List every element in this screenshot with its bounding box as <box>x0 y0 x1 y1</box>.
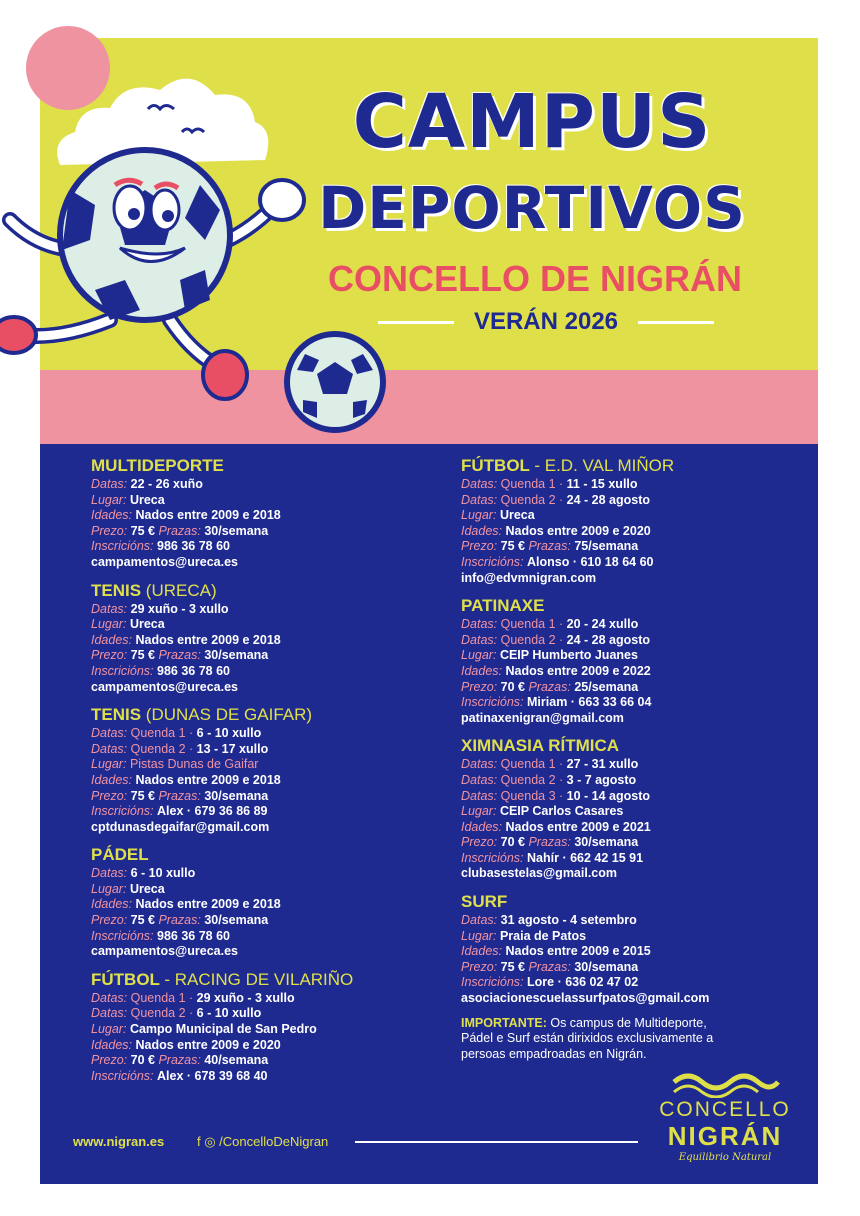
detail-row <box>461 695 791 711</box>
camp-section <box>461 595 791 726</box>
detail-row <box>91 1053 421 1069</box>
detail-row <box>91 648 421 664</box>
detail-label: Datas: <box>91 741 128 756</box>
detail-label: Lugar: <box>91 881 127 896</box>
camp-name: PATINAXE <box>461 596 545 616</box>
detail-label: Inscricións: <box>91 539 154 554</box>
detail-value: Miriam · 663 33 66 04 <box>527 695 652 710</box>
detail-value: Nados entre 2009 e 2018 <box>135 632 281 647</box>
detail-row <box>91 742 421 758</box>
website-link[interactable]: www.nigran.es <box>73 1134 165 1149</box>
shift-label: Quenda 2 · <box>500 632 564 647</box>
detail-row <box>91 773 421 789</box>
detail-row <box>91 1038 421 1054</box>
detail-value: Lore · 636 02 47 02 <box>527 975 639 990</box>
detail-value: Nahír · 662 42 15 91 <box>527 850 644 865</box>
detail-row <box>461 524 791 540</box>
detail-value: Nados entre 2009 e 2022 <box>505 663 651 678</box>
detail-value: 75/semana <box>574 539 639 554</box>
detail-value: 75 € <box>500 539 525 554</box>
year-banner <box>378 308 714 338</box>
detail-row <box>461 913 791 929</box>
detail-label: Idades: <box>91 632 133 647</box>
detail-label: Datas: <box>91 601 128 616</box>
detail-row <box>461 929 791 945</box>
divider <box>638 321 714 324</box>
detail-value: 10 - 14 agosto <box>566 788 651 803</box>
detail-row <box>91 882 421 898</box>
detail-value: 25/semana <box>574 679 639 694</box>
detail-label: Prazas: <box>158 523 201 538</box>
detail-value: Nados entre 2009 e 2020 <box>505 523 651 538</box>
camp-title <box>461 455 791 477</box>
note-label: IMPORTANTE: <box>461 1015 547 1030</box>
detail-row <box>91 726 421 742</box>
detail-row <box>91 1006 421 1022</box>
detail-label: Datas: <box>461 788 498 803</box>
detail-label: Lugar: <box>461 804 497 819</box>
detail-row <box>91 1069 421 1085</box>
detail-label: Prezo: <box>91 648 128 663</box>
detail-value: CEIP Carlos Casares <box>499 804 624 819</box>
detail-value: 75 € <box>500 959 525 974</box>
detail-value: Nados entre 2009 e 2018 <box>135 897 281 912</box>
detail-label: Prezo: <box>91 523 128 538</box>
detail-value: 3 - 7 agosto <box>566 772 637 787</box>
bird-icon <box>146 100 176 114</box>
detail-row <box>461 477 791 493</box>
shift-label: Quenda 2 · <box>500 492 564 507</box>
detail-label: Prezo: <box>461 835 498 850</box>
detail-row <box>91 664 421 680</box>
detail-label: Datas: <box>461 772 498 787</box>
camp-name: TENIS <box>91 705 142 725</box>
detail-label: Prazas: <box>528 835 571 850</box>
detail-label: Datas: <box>461 757 498 772</box>
detail-label: Prezo: <box>91 913 128 928</box>
concello-logo <box>650 1062 800 1172</box>
camp-title <box>461 891 791 913</box>
detail-label: Lugar: <box>461 648 497 663</box>
contact-email[interactable]: clubasestelas@gmail.com <box>461 866 618 881</box>
detail-row <box>91 897 421 913</box>
detail-row <box>461 804 791 820</box>
important-note <box>461 1016 741 1063</box>
logo-name-line1: CONCELLO <box>659 1098 791 1121</box>
detail-row <box>461 648 791 664</box>
detail-value: 24 - 28 agosto <box>566 492 651 507</box>
detail-row <box>461 757 791 773</box>
camp-section <box>91 844 421 960</box>
camp-subtitle: - E.D. VAL MIÑOR <box>534 456 675 475</box>
detail-label: Inscricións: <box>91 663 154 678</box>
detail-label: Datas: <box>91 1006 128 1021</box>
detail-value: 20 - 24 xullo <box>566 617 639 632</box>
contact-email[interactable]: asociacionescuelassurfpatos@gmail.com <box>461 991 710 1006</box>
right-column <box>461 455 791 1062</box>
detail-label: Prazas: <box>528 539 571 554</box>
detail-label: Datas: <box>91 477 128 491</box>
detail-label: Idades: <box>461 523 503 538</box>
shift-label: Quenda 1 · <box>500 757 564 772</box>
detail-label: Lugar: <box>91 617 127 632</box>
detail-label: Datas: <box>461 492 498 507</box>
detail-value: 11 - 15 xullo <box>566 477 638 491</box>
detail-row <box>461 493 791 509</box>
detail-label: Lugar: <box>91 757 127 772</box>
camp-title <box>91 844 421 866</box>
detail-value: Nados entre 2009 e 2021 <box>505 819 651 834</box>
detail-value: 6 - 10 xullo <box>130 866 196 881</box>
detail-value: Nados entre 2009 e 2018 <box>135 772 281 787</box>
detail-label: Inscricións: <box>461 695 524 710</box>
left-column <box>91 455 421 1093</box>
detail-row <box>461 773 791 789</box>
shift-label: Quenda 1 · <box>500 617 564 632</box>
detail-label: Inscricións: <box>461 850 524 865</box>
detail-value: 70 € <box>500 835 525 850</box>
detail-row <box>461 789 791 805</box>
shift-label: Quenda 1 · <box>130 726 194 741</box>
detail-label: Prazas: <box>158 913 201 928</box>
detail-value: 30/semana <box>204 523 269 538</box>
detail-row <box>91 929 421 945</box>
detail-label: Datas: <box>461 632 498 647</box>
contact-email[interactable]: campamentos@ureca.es <box>91 679 238 694</box>
detail-row <box>91 1022 421 1038</box>
detail-row <box>91 804 421 820</box>
detail-value: 30/semana <box>204 913 269 928</box>
camp-title <box>91 704 421 726</box>
camp-title <box>461 735 791 757</box>
detail-row <box>461 617 791 633</box>
wave-logo-icon <box>670 1068 780 1098</box>
shift-label: Quenda 2 · <box>500 772 564 787</box>
detail-value: 30/semana <box>204 648 269 663</box>
detail-row <box>461 508 791 524</box>
camp-subtitle: (URECA) <box>145 580 217 600</box>
detail-label: Prazas: <box>158 788 201 803</box>
detail-value: 30/semana <box>574 959 639 974</box>
camp-name: XIMNASIA RÍTMICA <box>461 736 620 756</box>
detail-value: 75 € <box>130 788 155 803</box>
camp-subtitle: (DUNAS DE GAIFAR) <box>145 705 313 725</box>
detail-value: Alonso · 610 18 64 60 <box>527 554 654 569</box>
contact-email[interactable]: campamentos@ureca.es <box>91 554 238 569</box>
detail-label: Prezo: <box>461 959 498 974</box>
divider <box>378 321 454 324</box>
shift-label: Pistas Dunas de Gaifar <box>129 757 259 772</box>
camp-section <box>461 455 791 586</box>
detail-value: 22 - 26 xuño <box>130 477 203 491</box>
shift-label: Quenda 1 · <box>500 477 564 491</box>
detail-value: 27 - 31 xullo <box>566 757 639 772</box>
detail-value: 986 36 78 60 <box>157 663 231 678</box>
shift-label: Quenda 2 · <box>130 741 194 756</box>
detail-label: Prazas: <box>158 1053 201 1068</box>
detail-value: 6 - 10 xullo <box>196 726 262 741</box>
detail-label: Prezo: <box>91 1053 128 1068</box>
detail-label: Datas: <box>461 477 498 491</box>
detail-value: Ureca <box>129 492 165 507</box>
detail-row <box>91 508 421 524</box>
detail-value: CEIP Humberto Juanes <box>499 648 638 663</box>
poster-title-line1: CAMPUS <box>352 79 712 165</box>
detail-value: 986 36 78 60 <box>157 928 231 943</box>
detail-label: Lugar: <box>91 492 127 507</box>
detail-label: Idades: <box>461 819 503 834</box>
detail-row <box>461 960 791 976</box>
detail-label: Prezo: <box>461 539 498 554</box>
detail-value: 30/semana <box>204 788 269 803</box>
camp-name: TENIS <box>91 580 142 600</box>
shift-label: Quenda 1 · <box>130 990 194 1005</box>
detail-label: Datas: <box>91 866 128 881</box>
detail-label: Idades: <box>461 944 503 959</box>
camp-name: FÚTBOL <box>91 969 160 989</box>
detail-value: 13 - 17 xullo <box>196 741 269 756</box>
detail-value: 30/semana <box>574 835 639 850</box>
detail-label: Inscricións: <box>91 804 154 819</box>
detail-value: Nados entre 2009 e 2015 <box>505 944 651 959</box>
shift-label: Quenda 3 · <box>500 788 564 803</box>
detail-row <box>461 944 791 960</box>
detail-row <box>461 820 791 836</box>
detail-label: Idades: <box>91 508 133 523</box>
detail-value: 70 € <box>130 1053 155 1068</box>
detail-value: 986 36 78 60 <box>157 539 231 554</box>
detail-row <box>91 539 421 555</box>
detail-label: Datas: <box>91 990 128 1005</box>
logo-name-line2: NIGRÁN <box>667 1121 783 1151</box>
detail-value: Ureca <box>129 617 165 632</box>
detail-label: Idades: <box>91 897 133 912</box>
detail-label: Inscricións: <box>91 928 154 943</box>
detail-row <box>461 633 791 649</box>
camp-name: MULTIDEPORTE <box>91 456 224 475</box>
poster-subtitle: CONCELLO DE NIGRÁN <box>328 258 742 299</box>
detail-label: Idades: <box>91 772 133 787</box>
detail-value: Campo Municipal de San Pedro <box>129 1022 317 1037</box>
shift-label: Quenda 2 · <box>130 1006 194 1021</box>
detail-label: Prazas: <box>528 959 571 974</box>
camp-section <box>91 969 421 1085</box>
detail-value: Nados entre 2009 e 2020 <box>135 1037 281 1052</box>
detail-label: Prezo: <box>461 679 498 694</box>
camp-title <box>461 595 791 617</box>
detail-value: 29 xuño - 3 xullo <box>130 601 229 616</box>
detail-label: Idades: <box>461 663 503 678</box>
detail-row <box>461 975 791 991</box>
detail-value: 75 € <box>130 523 155 538</box>
camp-title <box>91 455 421 477</box>
football-icon <box>283 330 387 434</box>
contact-email[interactable]: info@edvmnigran.com <box>461 570 597 585</box>
detail-value: Nados entre 2009 e 2018 <box>135 508 281 523</box>
camp-name: SURF <box>461 892 508 912</box>
detail-label: Idades: <box>91 1037 133 1052</box>
note-text: Os campus de Multideporte, Pádel e Surf están dirixidos exclusivamente a persoas empadroadas en Nigrán. <box>461 1015 714 1061</box>
detail-label: Prezo: <box>91 788 128 803</box>
detail-label: Prazas: <box>158 648 201 663</box>
detail-label: Prazas: <box>528 679 571 694</box>
detail-value: 40/semana <box>204 1053 269 1068</box>
detail-value: 75 € <box>130 648 155 663</box>
detail-value: 31 agosto - 4 setembro <box>500 913 637 928</box>
detail-value: 29 xuño - 3 xullo <box>196 990 295 1005</box>
detail-row <box>461 555 791 571</box>
divider <box>355 1141 638 1143</box>
detail-row <box>91 991 421 1007</box>
detail-row <box>461 835 791 851</box>
detail-value: 24 - 28 agosto <box>566 632 651 647</box>
detail-label: Inscricións: <box>461 554 524 569</box>
social-handle[interactable]: f ◎ /ConcelloDeNigran <box>197 1134 329 1149</box>
detail-label: Lugar: <box>461 928 497 943</box>
camp-title <box>91 969 421 991</box>
detail-row <box>91 477 421 493</box>
ball-mascot-illustration <box>0 130 310 420</box>
detail-row <box>91 789 421 805</box>
detail-row <box>91 617 421 633</box>
contact-email[interactable]: cptdunasdegaifar@gmail.com <box>91 819 270 834</box>
camp-title <box>91 580 421 602</box>
detail-row <box>91 633 421 649</box>
detail-label: Datas: <box>91 726 128 741</box>
detail-row <box>91 913 421 929</box>
detail-value: 6 - 10 xullo <box>196 1006 262 1021</box>
detail-row <box>91 757 421 773</box>
contact-email[interactable]: campamentos@ureca.es <box>91 944 238 959</box>
camp-section <box>461 891 791 1007</box>
detail-row <box>91 602 421 618</box>
detail-value: 75 € <box>130 913 155 928</box>
detail-row <box>91 524 421 540</box>
detail-value: Ureca <box>499 508 535 523</box>
camp-section <box>461 735 791 882</box>
detail-row <box>91 493 421 509</box>
camp-section <box>91 580 421 696</box>
logo-tagline: Equilibrio Natural <box>678 1152 772 1163</box>
camp-subtitle: - RACING DE VILARIÑO <box>164 969 354 989</box>
camp-section <box>91 704 421 835</box>
detail-label: Inscricións: <box>91 1068 154 1083</box>
detail-row <box>461 680 791 696</box>
camp-name: PÁDEL <box>91 845 149 865</box>
detail-value: Ureca <box>129 881 165 896</box>
detail-row <box>91 866 421 882</box>
year-label: VERÁN 2026 <box>473 308 619 335</box>
contact-email[interactable]: patinaxenigran@gmail.com <box>461 710 624 725</box>
detail-value: Alex · 678 39 68 40 <box>157 1068 268 1083</box>
detail-label: Datas: <box>461 913 498 928</box>
detail-label: Lugar: <box>91 1022 127 1037</box>
poster-title-line2: DEPORTIVOS <box>318 174 746 242</box>
detail-label: Datas: <box>461 617 498 632</box>
detail-label: Inscricións: <box>461 975 524 990</box>
detail-value: 70 € <box>500 679 525 694</box>
camp-section <box>91 455 421 571</box>
camp-name: FÚTBOL <box>461 456 530 475</box>
detail-row <box>461 851 791 867</box>
detail-value: Praia de Patos <box>499 928 587 943</box>
detail-row <box>461 539 791 555</box>
detail-value: Alex · 679 36 86 89 <box>157 804 268 819</box>
detail-row <box>461 664 791 680</box>
detail-label: Lugar: <box>461 508 497 523</box>
